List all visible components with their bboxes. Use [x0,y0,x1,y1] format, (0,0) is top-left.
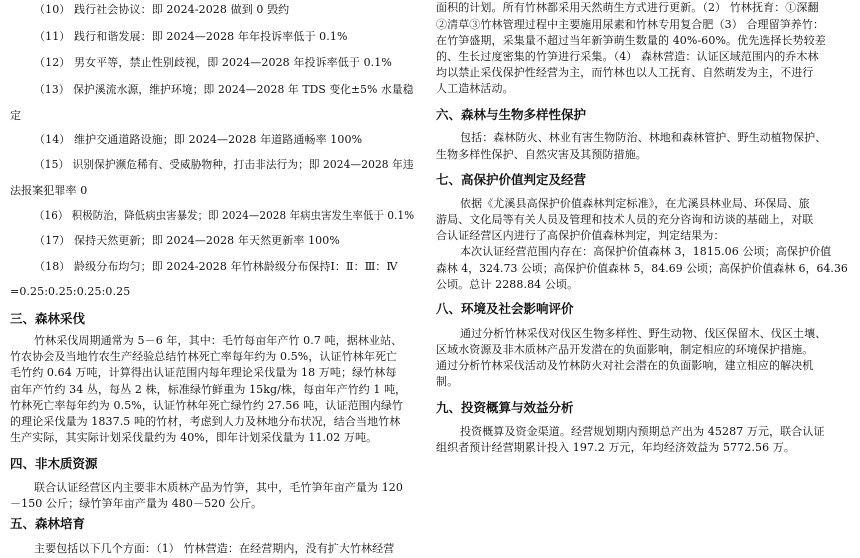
list-item-15: （15） 识别保护濒危稀有、受威胁物种，打击非法行为；即 2024—2028 年违 [34,158,414,171]
section-7-title: 七、高保护价值判定及经营 [436,172,587,187]
paragraph-line: 生产实际，其实际计划采伐量约为 40%，即年计划采伐量为 11.02 万吨。 [10,431,378,444]
paragraph-line: 区域水资源及非木质林产品开发潜在的负面影响，制定相应的环境保护措施。 [436,343,814,356]
list-item-16: （16） 积极防治，降低病虫害暴发；即 2024—2028 年病虫害发生率低于 0.1% [34,209,415,222]
paragraph-line: 通过分析竹林采伐对伐区生物多样性、野生动物、伐区保留木、伐区土壤、 [460,327,827,340]
paragraph-line: 本次认证经营范围内存在：高保护价值森林 3，1815.06 公顷；高保护价值 [460,245,832,258]
paragraph-line: 制。 [436,375,459,388]
paragraph-line: 联合认证经营区内主要非木质林产品为竹笋，其中，毛竹笋年亩产量为 120 [34,481,403,494]
list-item-10: （10） 践行社会协议：即 2024-2028 做到 0 毁约 [34,3,290,16]
section-5-title: 五、森林培育 [10,516,86,531]
paragraph-line: 在竹笋盛期，采集量不超过当年新笋萌生数量的 40%-60%。优先选择长势较差 [436,34,826,47]
list-item-17: （17） 保持天然更新；即 2024—2028 年天然更新率 100% [34,234,340,247]
paragraph-line: 包括：森林防火、林业有害生物防治、林地和森林管护、野生动植物保护、 [460,131,827,144]
section-4-title: 四、非木质资源 [10,456,98,471]
paragraph-line: 毛竹约 0.64 万吨，计算得出认证范围内每年理论采伐量为 18 万吨；绿竹林每 [10,366,397,379]
paragraph-line: 生物多样性保护、自然灾害及其预防措施。 [436,148,647,161]
list-item-12: （12） 男女平等，禁止性别歧视，即 2024—2028 年投诉率低于 0.1% [34,56,392,69]
paragraph-line: 投资概算及资金渠道。经营规划期内预期总产出为 45287 万元，联合认证 [460,425,825,438]
section-6-title: 六、森林与生物多样性保护 [436,107,587,122]
paragraph-line: 的、生长过度密集的竹笋进行采集。（4） 森林营造：认证区域范围内的乔木林 [436,50,819,63]
paragraph-line: 通过分析竹林采伐活动及竹林防火对社会潜在的负面影响，建立相应的解决机 [436,359,814,372]
paragraph-line: 竹农协会及当地竹农生产经验总结竹林死亡率每年约为 0.5%，认证竹林年死亡 [10,350,398,363]
paragraph-line: 公顷。总计 2288.84 公顷。 [436,278,579,291]
paragraph-line: 游局、文化局等有关人员及管理和技术人员的充分咨询和访谈的基础上，对联 [436,213,814,226]
paragraph-line: 人工造林活动。 [436,82,514,95]
paragraph-line: 主要包括以下几个方面：（1） 竹林营造：在经营期内，没有扩大竹林经营 [34,542,395,555]
list-item-13: （13） 保护溪流水源，维护环境；即 2024—2028 年 TDS 变化±5% 水量稳 [34,83,414,96]
list-item-11: （11） 践行和谐发展：即 2024—2028 年年投诉率低于 0.1% [34,30,348,43]
section-3-title: 三、森林采伐 [10,311,86,326]
list-item-18: （18） 龄级分布均匀；即 2024-2028 年竹林龄级分布保持Ⅰ：Ⅱ：Ⅲ：Ⅳ [34,260,398,273]
paragraph-line: 森林 4，324.73 公顷；高保护价值森林 5，84.69 公顷；高保护价值森林 6，64.36 [436,262,848,275]
paragraph-line: －150 公斤；绿竹笋年亩产量为 480－520 公斤。 [10,497,263,510]
paragraph-line: 均以禁止采伐保护性经营为主，而竹林也以人工抚育、自然萌发为主，不进行 [436,66,814,79]
list-item-18-cont: =0.25:0.25:0.25:0.25 [10,285,131,298]
paragraph-line: 合认证经营区内进行了高保护价值森林判定，判定结果为： [436,229,725,242]
paragraph-line: 竹林死亡率每年约为 0.5%，认证竹林年死亡绿竹约 27.56 吨，认证范围内绿竹 [10,399,404,412]
list-item-15-cont: 法报案犯罪率 0 [10,184,88,197]
paragraph-line: 亩年产竹约 34 丛，每丛 2 株，标准绿竹鲜重为 15kg/株，每亩年产竹约 1 吨， [10,383,407,396]
paragraph-line: 竹林采伐周期通常为 5－6 年，其中：毛竹每亩年产竹 0.7 吨，据林业站、 [34,334,403,347]
list-item-14: （14） 维护交通道路设施；即 2024—2028 年道路通畅率 100% [34,133,363,146]
paragraph-line: 依据《尤溪县高保护价值森林判定标准》，在尤溪县林业局、环保局、旅 [460,197,810,210]
list-item-13-cont: 定 [10,109,22,122]
section-8-title: 八、环境及社会影响评价 [436,301,574,316]
paragraph-line: 面积的计划。所有竹林都采用天然萌生方式进行更新。（2） 竹林抚育：①深翻 [436,1,819,14]
paragraph-line: 的理论采伐量为 1837.5 吨的竹材，考虑到人力及林地分布状况，结合当地竹林 [10,415,401,428]
paragraph-line: 组织者预计经营期累计投入 197.2 万元，年均经济效益为 5772.56 万。 [436,441,795,454]
paragraph-line: ②清草③竹林管理过程中主要施用尿素和竹林专用复合肥（3） 合理留笋养竹： [436,18,825,31]
section-9-title: 九、投资概算与效益分析 [436,400,574,415]
